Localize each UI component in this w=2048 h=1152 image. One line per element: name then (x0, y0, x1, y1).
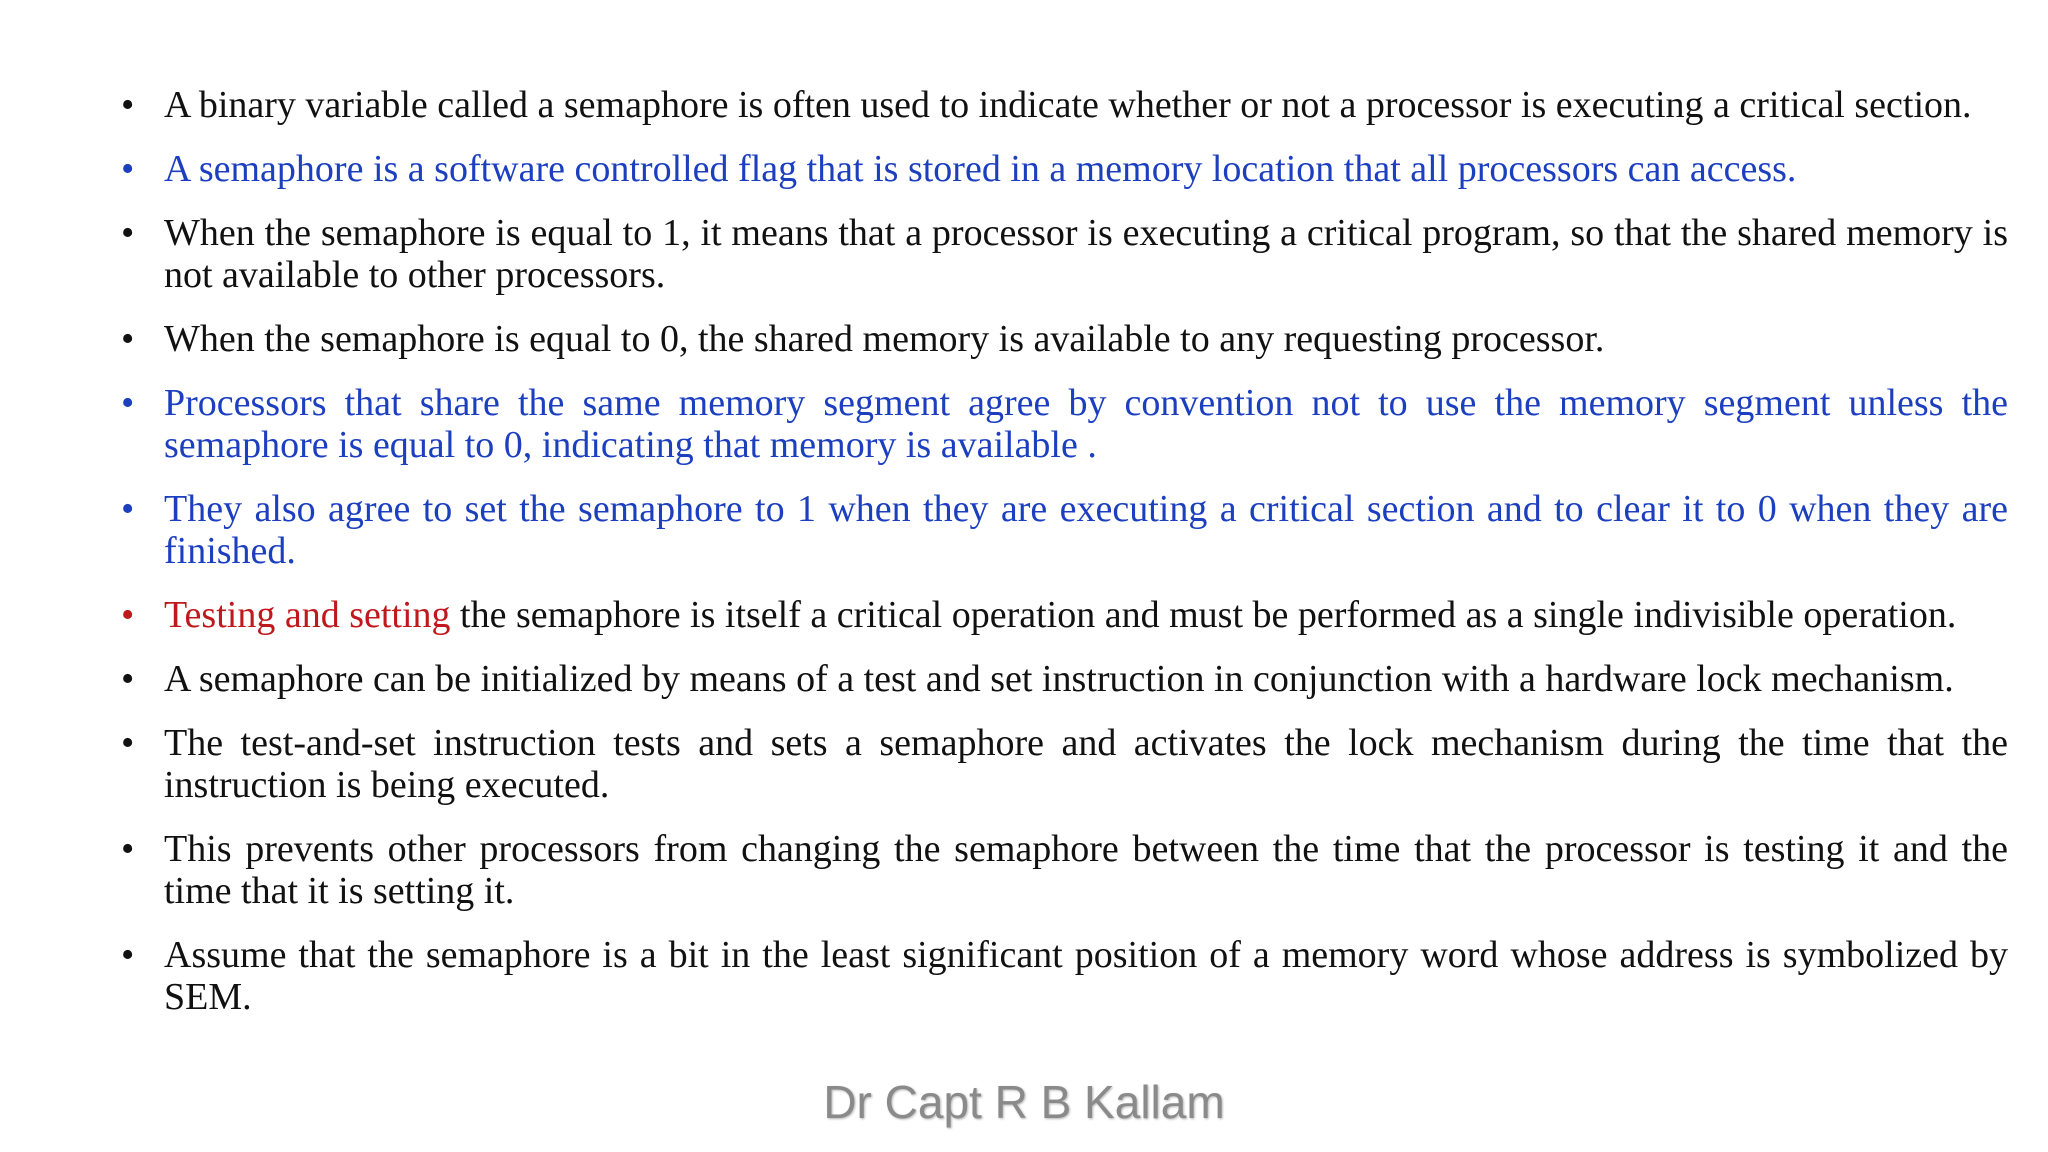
bullet-item-equal-one (118, 212, 2008, 296)
bullet-item-convention (118, 382, 2008, 466)
bullet-text: This prevents other processors from changing the semaphore between the time that the processor is testing it and the time that it is setting it. (164, 828, 2008, 912)
bullet-item-binary-variable (118, 84, 2008, 126)
bullet-text: A binary variable called a semaphore is often used to indicate whether or not a processor is executing a critical section. (164, 84, 1972, 126)
bullet-dot: • (121, 828, 135, 870)
bullet-item-test-and-set (118, 722, 2008, 806)
bullet-dot: • (121, 488, 135, 530)
bullet-text: The test-and-set instruction tests and sets a semaphore and activates the lock mechanism during the time that the instruction is being executed. (164, 722, 2008, 806)
bullet-item-testing-setting (118, 594, 2008, 636)
bullet-item-sem-assumption (118, 934, 2008, 1018)
bullet-dot: • (121, 722, 135, 764)
bullet-item-prevents (118, 828, 2008, 912)
bullet-text: Assume that the semaphore is a bit in the least significant position of a memory word whose address is symbolized by SEM. (164, 934, 2008, 1018)
footer-author: Dr Capt R B Kallam (823, 1076, 1225, 1128)
bullet-highlight-text: Testing and setting (164, 594, 451, 636)
bullet-text: When the semaphore is equal to 1, it means that a processor is executing a critical program, so that the shared memory is not available to other processors. (164, 212, 2008, 296)
bullet-text: Processors that share the same memory segment agree by convention not to use the memory segment unless the semaphore is equal to 0, indicating that memory is available . (164, 382, 2008, 466)
bullet-item-equal-zero (118, 318, 2008, 360)
bullet-dot: • (121, 318, 135, 360)
bullet-dot: • (121, 934, 135, 976)
bullet-text: A semaphore is a software controlled flag that is stored in a memory location that all processors can access. (164, 148, 1797, 190)
bullet-list (118, 84, 2008, 1040)
bullet-text: the semaphore is itself a critical operation and must be performed as a single indivisible operation. (450, 594, 1957, 636)
bullet-dot: • (121, 658, 135, 700)
bullet-dot: • (121, 594, 135, 636)
bullet-dot: • (121, 148, 135, 190)
bullet-dot: • (121, 84, 135, 126)
bullet-item-software-flag (118, 148, 2008, 190)
bullet-text: A semaphore can be initialized by means of a test and set instruction in conjunction with a hardware lock mechanism. (164, 658, 1954, 700)
bullet-dot: • (121, 212, 135, 254)
bullet-text: They also agree to set the semaphore to 1 when they are executing a critical section and to clear it to 0 when they are finished. (164, 488, 2008, 572)
bullet-item-set-clear (118, 488, 2008, 572)
bullet-text: When the semaphore is equal to 0, the shared memory is available to any requesting processor. (164, 318, 1605, 360)
bullet-item-initialized (118, 658, 2008, 700)
bullet-dot: • (121, 382, 135, 424)
